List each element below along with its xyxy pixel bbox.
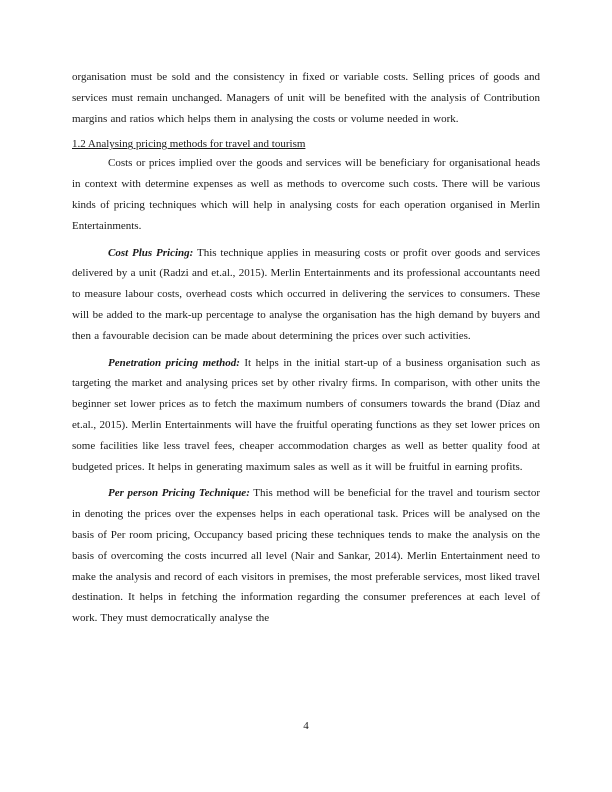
intro-paragraph: Costs or prices implied over the goods and services will be beneficiary for organisational heads in context with determine expenses as well as methods to overcome such costs. There will be various kinds of pricing techniques which will help in analysing costs for each operation organised in Merlin Entertainments.	[72, 157, 540, 232]
per-person-pricing-text: This method will be beneficial for the travel and tourism sector in denoting the prices over the expenses helps in each operational task. Prices will be analysed on the basis of Per room pricing, Occupancy based pricing these techniques tends to make the analysis on the basis of overcoming the costs incurred all level (Nair and Sankar, 2014). Merlin Entertainment need to make the analysis and record of each visitors in premises, the most preferable services, most liked travel destination. It helps in fetching the information regarding the consumer preferences at each level of work. They must democratically analyse the	[72, 487, 540, 625]
opening-paragraph: organisation must be sold and the consistency in fixed or variable costs. Selling prices of goods and services must remain unchanged. Managers of unit will be benefited with the analysis of Contribution margins and ratios which helps them in analysing the costs or volume needed in work.	[72, 71, 540, 125]
penetration-pricing-paragraph	[72, 353, 540, 478]
per-person-pricing-term: Per person Pricing Technique:	[108, 487, 250, 500]
cost-plus-pricing-term: Cost Plus Pricing:	[108, 246, 194, 259]
page-number: 4	[303, 720, 309, 732]
penetration-pricing-term: Penetration pricing method:	[108, 356, 240, 369]
document-body	[72, 67, 540, 629]
cost-plus-pricing-text: This technique applies in measuring costs or profit over goods and services delivered by a unit (Radzi and et.al., 2015). Merlin Entertainments and its professional accountants need to measure labour costs, overhead costs which occurred in delivering the services to consumers. These will be added to the mark-up percentage to analyse the organisation has the high demand by buyers and then a favourable decision can be made about determining the prices over such activities.	[72, 246, 541, 342]
cost-plus-pricing-paragraph	[72, 243, 540, 347]
penetration-pricing-text: It helps in the initial start-up of a business organisation such as targeting the market and analysing prices set by other rivalry firms. In comparison, with other units the beginner set lower prices as to fetch the maximum numbers of consumers towards the brand (Díaz and et.al., 2015). Merlin Entertainments will have the fruitful operating functions as they set lower prices on some facilities like less travel fees, cheaper accommodation charges as well as better quality food at budgeted prices. It helps in generating maximum sales as well as it will be fruitful in earning profits.	[72, 356, 540, 473]
section-heading: 1.2 Analysing pricing methods for travel and tourism	[72, 138, 306, 151]
per-person-pricing-paragraph	[72, 483, 540, 629]
